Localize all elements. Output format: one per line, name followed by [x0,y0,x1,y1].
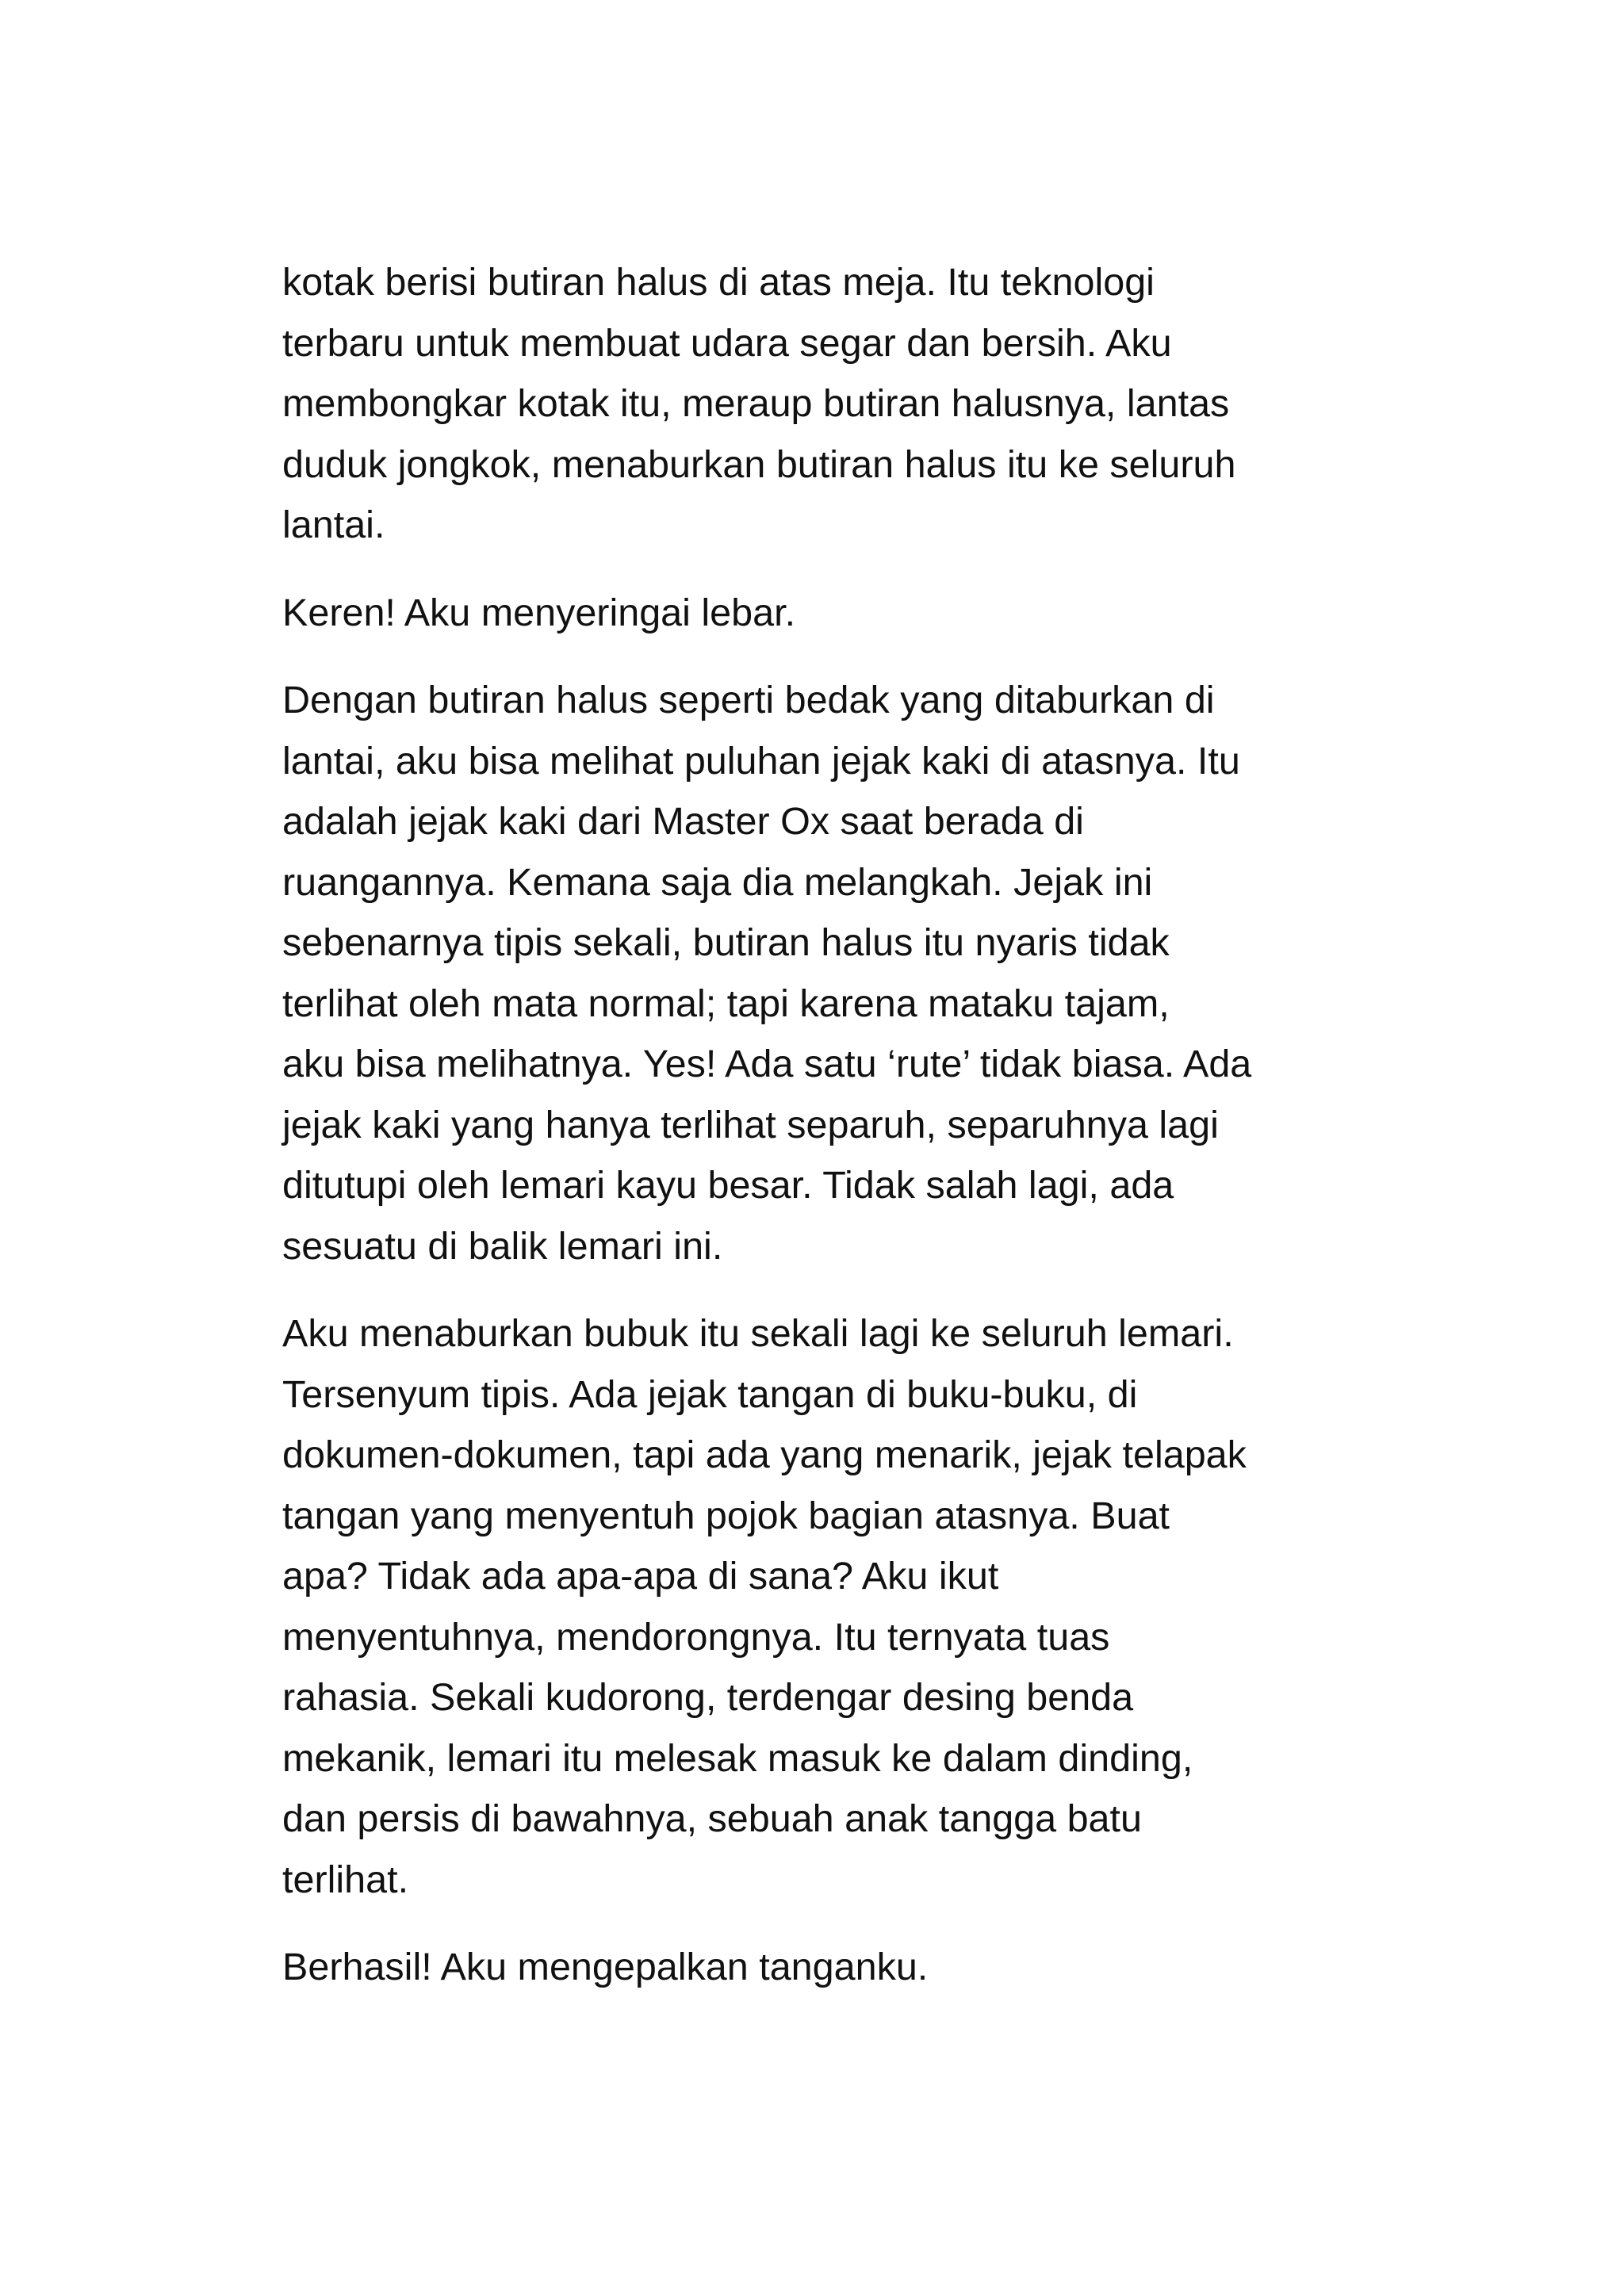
text-line: rahasia. Sekali kudorong, terdengar desing benda [282,1676,1134,1719]
text-line: terlihat. [282,1858,409,1901]
text-line: dokumen-dokumen, tapi ada yang menarik, jejak telapak [282,1433,1247,1476]
text-line: apa? Tidak ada apa-apa di sana? Aku ikut [282,1555,999,1598]
text-line: lantai, aku bisa melihat puluhan jejak kaki di atasnya. Itu [282,739,1240,783]
paragraph-3 [282,670,1392,1276]
text-line: Keren! Aku menyeringai lebar. [282,591,796,634]
text-line: terbaru untuk membuat udara segar dan bersih. Aku [282,321,1172,365]
text-line: Dengan butiran halus seperti bedak yang ditaburkan di [282,679,1215,721]
body-text [282,252,1392,2025]
text-line: sesuatu di balik lemari ini. [282,1224,723,1268]
text-line: Aku menaburkan bubuk itu sekali lagi ke seluruh lemari. [282,1312,1234,1355]
text-line: terlihat oleh mata normal; tapi karena mataku tajam, [282,982,1170,1025]
paragraph-1 [282,252,1392,556]
text-line: menyentuhnya, mendorongnya. Itu ternyata tuas [282,1615,1110,1659]
text-line: ruangannya. Kemana saja dia melangkah. Jejak ini [282,860,1153,904]
text-line: ditutupi oleh lemari kayu besar. Tidak salah lagi, ada [282,1164,1174,1207]
text-line: dan persis di bawahnya, sebuah anak tangga batu [282,1797,1142,1840]
text-line: aku bisa melihatnya. Yes! Ada satu ‘rute’ tidak biasa. Ada [282,1043,1252,1085]
text-line: Berhasil! Aku mengepalkan tanganku. [282,1946,929,1988]
text-line: membongkar kotak itu, meraup butiran halusnya, lantas [282,382,1230,425]
text-line: sebenarnya tipis sekali, butiran halus itu nyaris tidak [282,921,1170,964]
text-line: lantai. [282,503,385,546]
text-line: Tersenyum tipis. Ada jejak tangan di buku-buku, di [282,1372,1138,1416]
text-line: duduk jongkok, menaburkan butiran halus itu ke seluruh [282,442,1236,486]
text-line: tangan yang menyentuh pojok bagian atasnya. Buat [282,1494,1170,1537]
text-line: jejak kaki yang hanya terlihat separuh, separuhnya lagi [282,1103,1219,1146]
paragraph-4 [282,1303,1392,1910]
paragraph-5 [282,1937,1392,1998]
text-line: mekanik, lemari itu melesak masuk ke dalam dinding, [282,1736,1193,1780]
paragraph-2 [282,583,1392,644]
text-line: adalah jejak kaki dari Master Ox saat berada di [282,800,1084,843]
text-line: kotak berisi butiran halus di atas meja. Itu teknologi [282,261,1155,304]
